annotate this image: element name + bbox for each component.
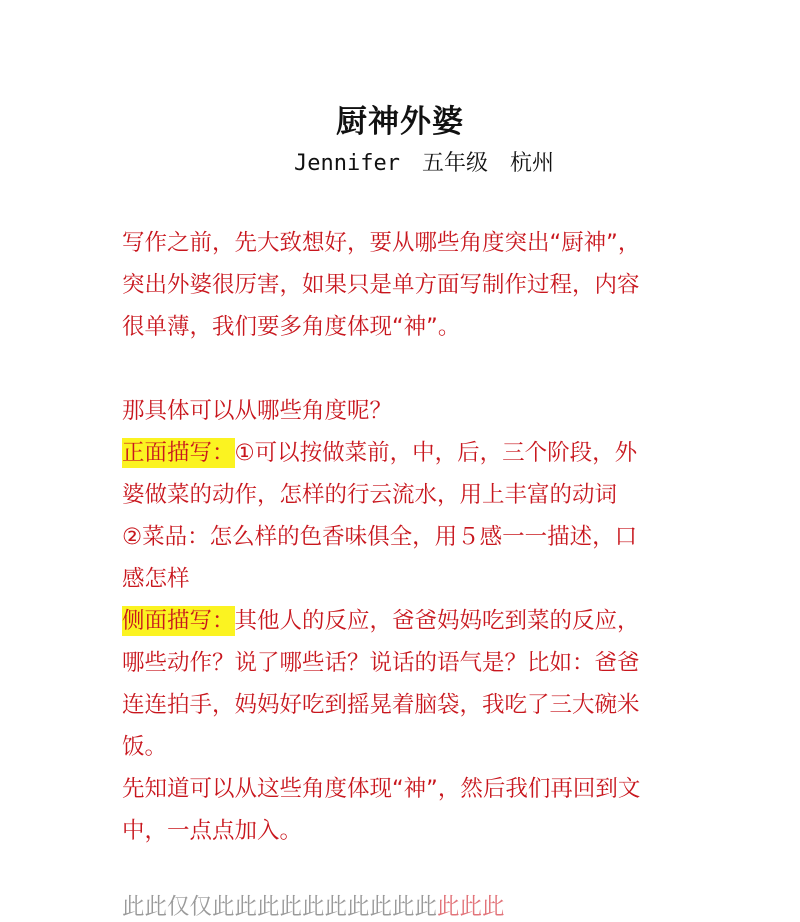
side-description-line bbox=[122, 606, 682, 636]
paragraph-line: 连连拍手，妈妈好吃到摇晃着脑袋，我吃了三大碗米 bbox=[122, 692, 640, 718]
paragraph-line: 先知道可以从这些角度体现“神”，然后我们再回到文 bbox=[122, 776, 641, 802]
author-name: Jennifer bbox=[294, 151, 400, 176]
paragraph-line: 很单薄，我们要多角度体现“神”。 bbox=[122, 314, 461, 340]
paragraph-line: ②菜品：怎么样的色香味俱全，用５感一一描述，口 bbox=[122, 524, 638, 550]
author-city: 杭州 bbox=[509, 151, 554, 176]
cutoff-text-red: 此此此 bbox=[437, 894, 505, 920]
question-line: 那具体可以从哪些角度呢？ bbox=[122, 398, 393, 424]
paragraph-line: 写作之前，先大致想好，要从哪些角度突出“厨神”， bbox=[122, 230, 641, 256]
cutoff-line bbox=[122, 892, 682, 922]
front-description-label: 正面描写： bbox=[122, 440, 235, 466]
paragraph-line: 哪些动作？说了哪些话？说话的语气是？比如：爸爸 bbox=[122, 650, 640, 676]
author-grade: 五年级 bbox=[421, 151, 488, 176]
front-description-line bbox=[122, 438, 682, 468]
front-description-text: ①可以按做菜前，中，后，三个阶段，外 bbox=[234, 440, 638, 466]
side-description-label: 侧面描写： bbox=[122, 608, 235, 634]
document-subtitle bbox=[0, 146, 800, 177]
paragraph-line: 婆做菜的动作，怎样的行云流水，用上丰富的动词 bbox=[122, 482, 618, 508]
paragraph-line: 感怎样 bbox=[122, 566, 190, 592]
side-description-text: 其他人的反应，爸爸妈妈吃到菜的反应， bbox=[234, 608, 640, 634]
paragraph-line: 饭。 bbox=[122, 734, 168, 760]
cutoff-text: 此此仅仅此此此此此此此此此此 bbox=[122, 894, 438, 920]
paragraph-line: 中，一点点加入。 bbox=[122, 818, 303, 844]
paragraph-line: 突出外婆很厉害，如果只是单方面写制作过程，内容 bbox=[122, 272, 640, 298]
document-title: 厨神外婆 bbox=[336, 104, 464, 140]
